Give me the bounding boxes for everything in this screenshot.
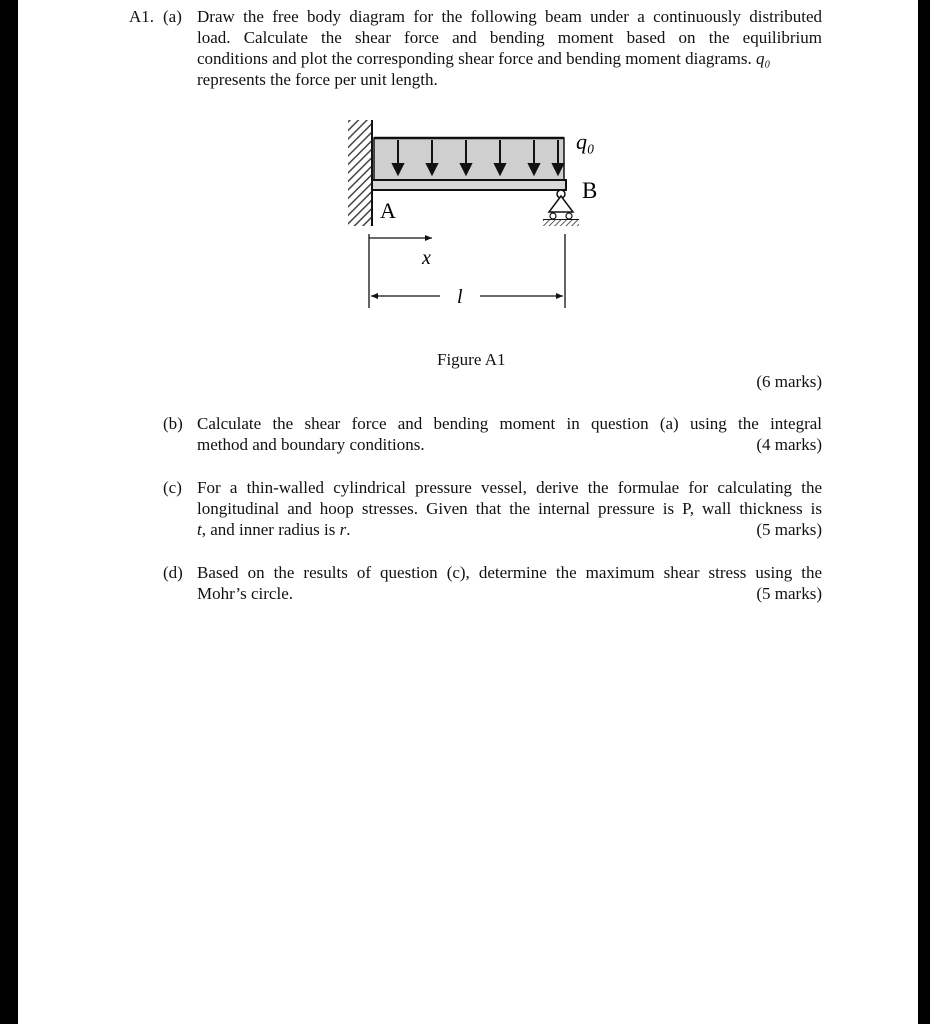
left-edge-border	[0, 0, 18, 1024]
thickness-symbol: t	[197, 520, 202, 539]
part-b-line-2: method and boundary conditions.	[197, 435, 425, 454]
right-edge-border	[918, 0, 930, 1024]
load-label-q0: q₀	[576, 129, 595, 154]
fixed-wall-hatch	[348, 120, 372, 226]
part-d-line-2: Mohr’s circle.	[197, 584, 293, 603]
ground-hatch	[543, 220, 579, 226]
part-a-line-3	[197, 48, 822, 69]
part-c-line-2: longitudinal and hoop stresses. Given that the internal pressure is P, wall thickness is	[197, 499, 822, 518]
part-c-line-3-mid: , and inner radius is	[201, 520, 340, 539]
part-a-label: (a)	[163, 7, 182, 26]
part-a-line-3-text: conditions and plot the corresponding shear force and bending moment diagrams.	[197, 49, 752, 68]
support-b-label: B	[582, 178, 598, 203]
length-label: l	[457, 286, 463, 308]
part-a-line-1: Draw the free body diagram for the following beam under a continuously distributed	[197, 7, 822, 26]
figure-caption: Figure A1	[437, 350, 506, 369]
roller-right	[566, 213, 572, 219]
part-b-line-1: Calculate the shear force and bending moment in question (a) using the integral	[197, 414, 822, 433]
part-d-label: (d)	[163, 563, 183, 582]
x-label: x	[422, 247, 431, 269]
part-a-line-2: load. Calculate the shear force and bending moment based on the equilibrium	[197, 28, 822, 47]
part-b-marks: (4 marks)	[756, 435, 822, 454]
figure-a1-diagram	[340, 112, 620, 322]
roller-left	[550, 213, 556, 219]
part-d-marks: (5 marks)	[756, 584, 822, 603]
part-a-line-4: represents the force per unit length.	[197, 70, 438, 89]
part-a-marks: (6 marks)	[756, 372, 822, 391]
question-id: A1.	[129, 7, 155, 26]
part-c-line-3	[197, 519, 350, 540]
q0-symbol: q₀	[755, 49, 771, 68]
distributed-load-block	[374, 138, 564, 180]
part-c-line-3-end: .	[346, 520, 351, 539]
part-c-marks: (5 marks)	[756, 520, 822, 539]
part-c-label: (c)	[163, 478, 182, 497]
beam	[372, 180, 566, 190]
part-c-line-1: For a thin-walled cylindrical pressure vessel, derive the formulae for calculating the	[197, 478, 822, 497]
radius-symbol: r	[339, 520, 347, 539]
support-a-label: A	[380, 198, 396, 223]
part-b-label: (b)	[163, 414, 183, 433]
part-d-line-1: Based on the results of question (c), determine the maximum shear stress using the	[197, 563, 822, 582]
pin-support-triangle	[549, 196, 573, 212]
